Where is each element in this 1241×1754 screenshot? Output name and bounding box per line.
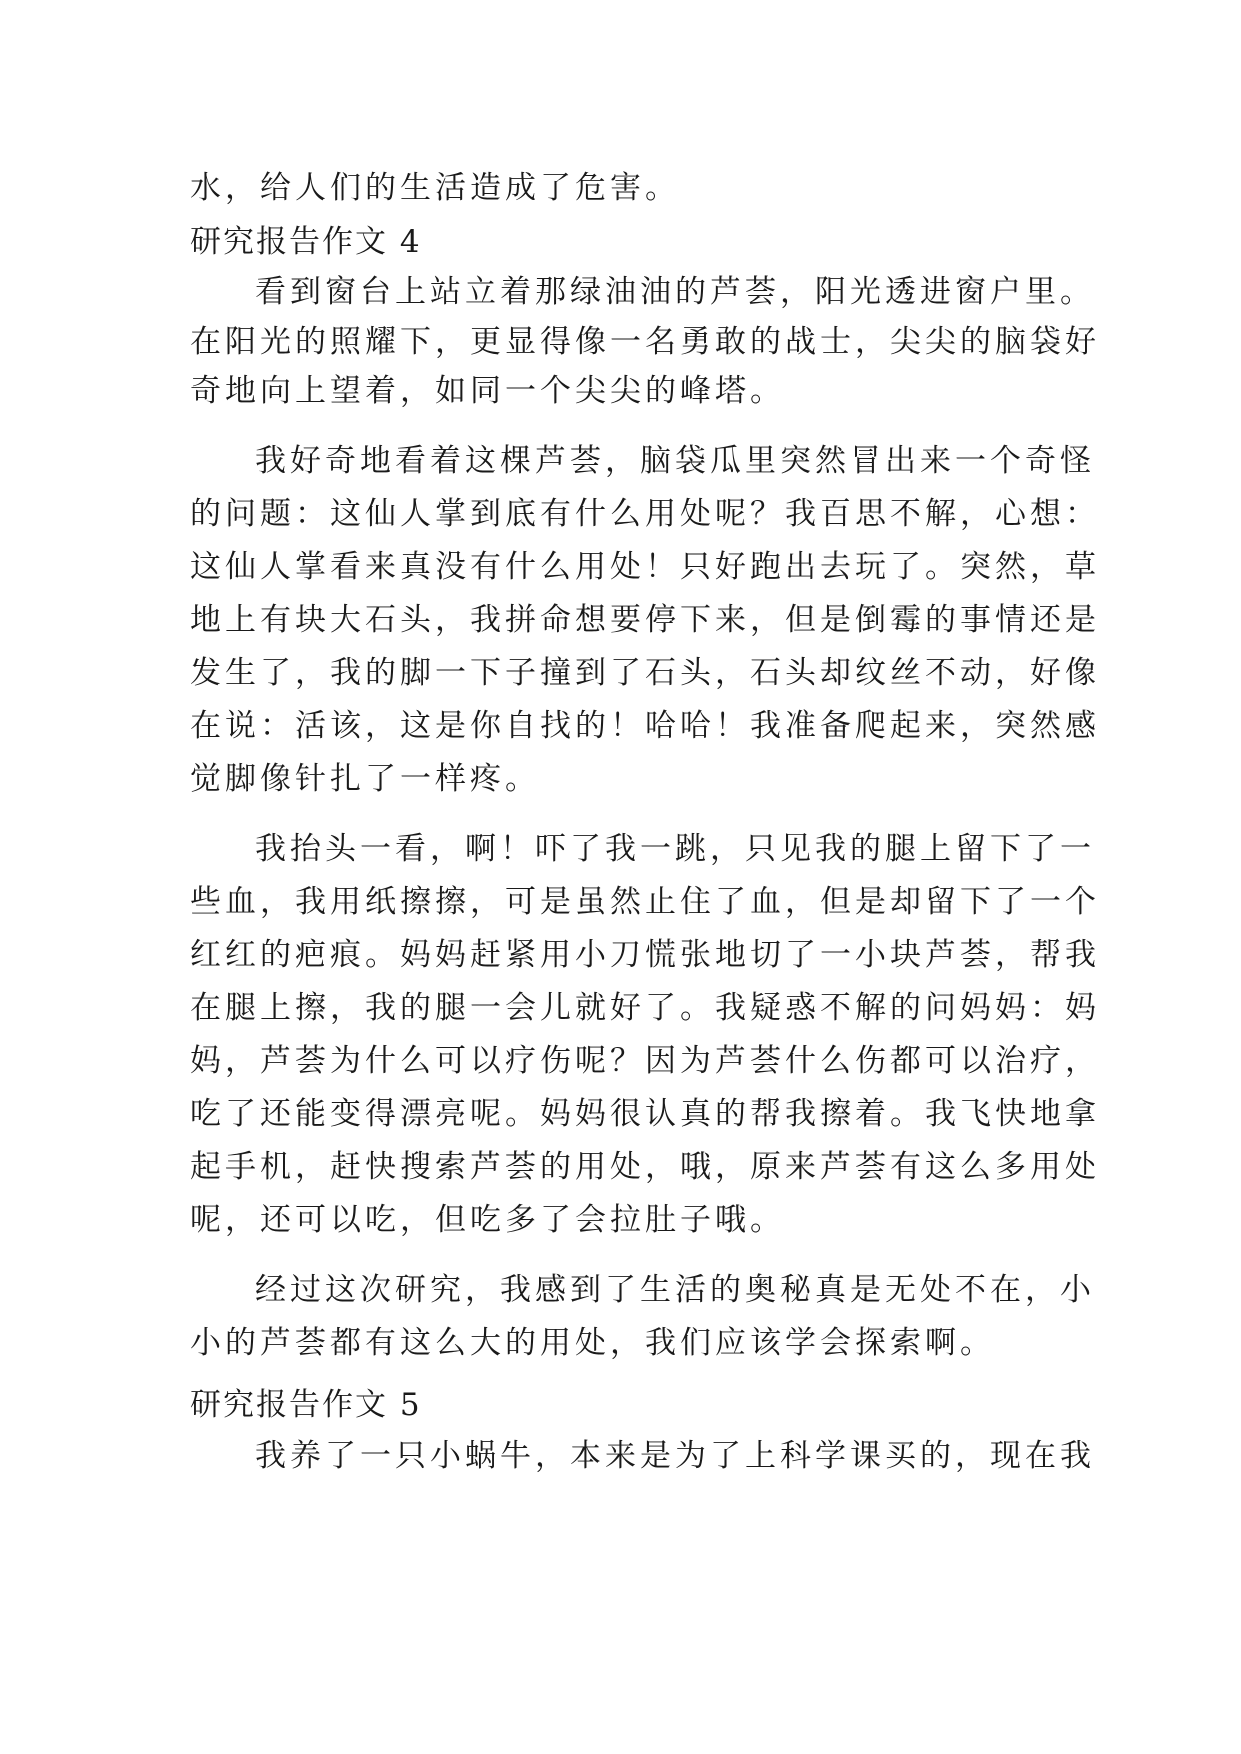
paragraph-line: 看到窗台上站立着那绿油油的芦荟，阳光透进窗户里。: [255, 274, 1095, 310]
paragraph-line: 红红的疤痕。妈妈赶紧用小刀慌张地切了一小块芦荟，帮我: [190, 937, 1100, 973]
paragraph-line: 的问题：这仙人掌到底有什么用处呢？我百思不解，心想：: [190, 496, 1100, 532]
paragraph-line: 些血，我用纸擦擦，可是虽然止住了血，但是却留下了一个: [190, 884, 1100, 920]
paragraph-line: 经过这次研究，我感到了生活的奥秘真是无处不在，小: [255, 1272, 1095, 1308]
paragraph-line: 我养了一只小蜗牛，本来是为了上科学课买的，现在我: [255, 1438, 1095, 1474]
paragraph-line: 奇地向上望着，如同一个尖尖的峰塔。: [190, 373, 785, 409]
paragraph-line: 在说：活该，这是你自找的！哈哈！我准备爬起来，突然感: [190, 708, 1100, 744]
paragraph-line: 我好奇地看着这棵芦荟，脑袋瓜里突然冒出来一个奇怪: [255, 443, 1095, 479]
paragraph-line: 小的芦荟都有这么大的用处，我们应该学会探索啊。: [190, 1325, 995, 1361]
paragraph-line: 水，给人们的生活造成了危害。: [190, 170, 680, 206]
paragraph-line: 发生了，我的脚一下子撞到了石头，石头却纹丝不动，好像: [190, 655, 1100, 691]
paragraph-line: 妈，芦荟为什么可以疗伤呢？因为芦荟什么伤都可以治疗，: [190, 1043, 1100, 1079]
paragraph-line: 在腿上擦，我的腿一会儿就好了。我疑惑不解的问妈妈：妈: [190, 990, 1100, 1026]
paragraph-line: 起手机，赶快搜索芦荟的用处，哦，原来芦荟有这么多用处: [190, 1149, 1100, 1185]
paragraph-line: 这仙人掌看来真没有什么用处！只好跑出去玩了。突然，草: [190, 549, 1100, 585]
paragraph-line: 呢，还可以吃，但吃多了会拉肚子哦。: [190, 1202, 785, 1238]
paragraph-line: 吃了还能变得漂亮呢。妈妈很认真的帮我擦着。我飞快地拿: [190, 1096, 1100, 1132]
section-heading: 研究报告作文 5: [190, 1387, 422, 1423]
paragraph-line: 地上有块大石头，我拼命想要停下来，但是倒霉的事情还是: [190, 602, 1100, 638]
paragraph-line: 觉脚像针扎了一样疼。: [190, 761, 540, 797]
paragraph-line: 在阳光的照耀下，更显得像一名勇敢的战士，尖尖的脑袋好: [190, 324, 1100, 360]
paragraph-line: 我抬头一看，啊！吓了我一跳，只见我的腿上留下了一: [255, 831, 1095, 867]
section-heading: 研究报告作文 4: [190, 224, 422, 260]
